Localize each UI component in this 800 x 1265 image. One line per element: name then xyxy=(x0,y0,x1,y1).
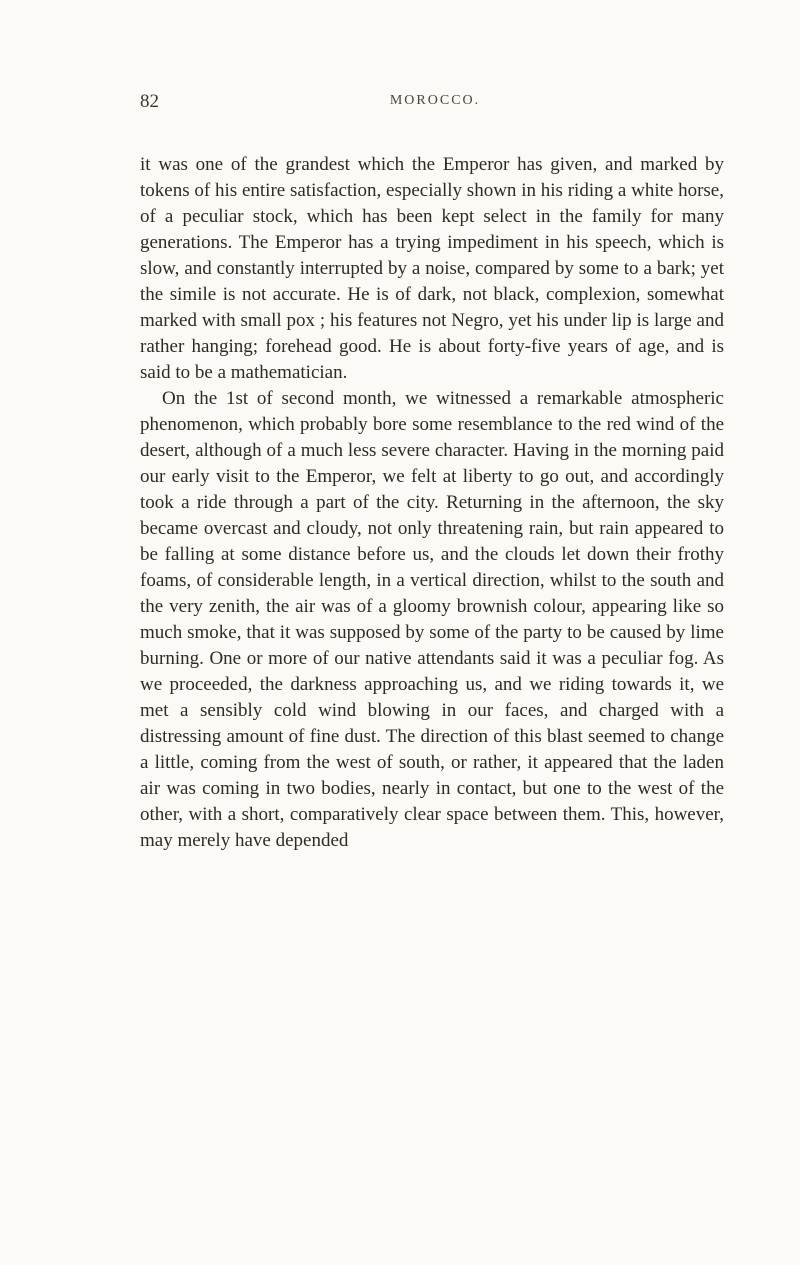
page-number: 82 xyxy=(140,91,159,112)
running-title: MOROCCO. xyxy=(389,93,481,108)
running-head xyxy=(140,91,730,113)
paragraph-continued: it was one of the grandest which the Emperor has given, and marked by tokens of his entire satisfaction, especially shown in his riding a white horse, of a peculiar stock, which has been kept select in the family for many generations. The Emperor has a trying impediment in his speech, which is slow, and constantly interrupted by a noise, compared by some to a bark; yet the simile is not accurate. He is of dark, not black, complexion, somewhat marked with small pox ; his features not Negro, yet his under lip is large and rather hanging; forehead good. He is about forty-five years of age, and is said to be a mathematician. xyxy=(140,154,724,383)
body-text xyxy=(140,152,724,854)
paragraph-atmospheric-phenomenon: On the 1st of second month, we witnessed a remarkable atmospheric phenomenon, which probably bore some resemblance to the red wind of the desert, although of a much less severe character. Having in the morning paid our early visit to the Emperor, we felt at liberty to go out, and accordingly took a ride through a part of the city. Returning in the afternoon, the sky became overcast and cloudy, not only threatening rain, but rain appeared to be falling at some distance before us, and the clouds let down their frothy foams, of considerable length, in a vertical direction, whilst to the south and the very zenith, the air was of a gloomy brownish colour, appearing like so much smoke, that it was supposed by some of the party to be caused by lime burning. One or more of our native attendants said it was a peculiar fog. As we proceeded, the darkness approaching us, and we riding towards it, we met a sensibly cold wind blowing in our faces, and charged with a distressing amount of fine dust. The direction of this blast seemed to change a little, coming from the west of south, or rather, it appeared that the laden air was coming in two bodies, nearly in contact, but one to the west of the other, with a short, comparatively clear space between them. This, however, may merely have depended xyxy=(140,388,724,851)
